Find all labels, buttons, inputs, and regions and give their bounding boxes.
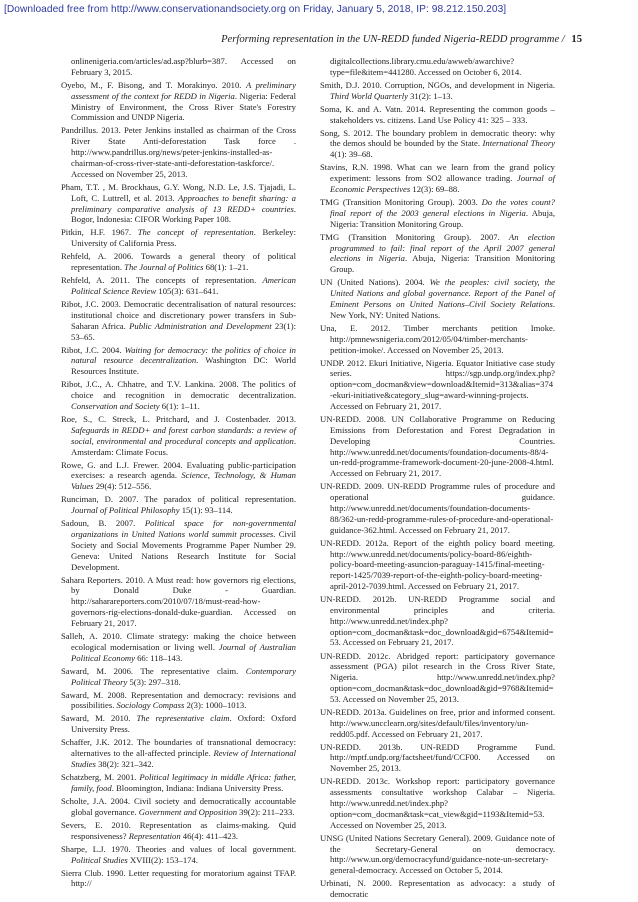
reference-source-title: The concept of representation xyxy=(137,227,254,238)
reference-entry xyxy=(61,796,296,818)
reference-entry xyxy=(320,742,555,775)
reference-entry xyxy=(61,713,296,735)
reference-text: . Oxford: Oxford University Press. xyxy=(71,713,297,735)
reference-text: 5(3): 297–318. xyxy=(127,676,181,687)
reference-source-title: We the peoples: civil society, the United Nations and global governance. Report of the Panel of Eminent Persons on United Nations–Civil Society Relations xyxy=(330,277,556,310)
reference-source-title: Journal of Political Philosophy xyxy=(71,505,180,516)
reference-text: Song, S. 2012. The boundary problem in democratic theory: why the demos should be bounded by the State. xyxy=(320,127,555,149)
reference-entry xyxy=(61,299,296,342)
reference-text: Sharpe, L.J. 1970. Theories and values of local government. xyxy=(61,843,296,854)
reference-text: 12(3): 69–88. xyxy=(410,184,460,195)
reference-source-title: American Political Science Review xyxy=(71,275,296,296)
reference-text: . Bogor, Indonesia: CIFOR Working Paper 108. xyxy=(71,203,296,225)
reference-entry xyxy=(61,56,296,78)
reference-text: Stavins, R.N. 1998. What can we learn from the grand policy experiment: lessons from SO2 allowance trading. xyxy=(320,162,555,184)
reference-text: digitalcollections.library.cmu.edu/awweb/awarchive?type=file&item=441280. Accessed on October 6, 2014. xyxy=(330,56,522,77)
references-right-column xyxy=(320,56,555,902)
reference-entry xyxy=(320,878,555,900)
reference-source-title: Political legitimacy in middle Africa: father, family, food xyxy=(71,772,296,793)
reference-entry xyxy=(61,125,296,179)
reference-source-title: Approaches to benefit sharing: a preliminary comparative analysis of 13 REDD+ countries xyxy=(71,192,296,214)
reference-source-title: Contemporary Political Theory xyxy=(71,665,296,687)
reference-text: UN (United Nations). 2004. xyxy=(320,277,430,288)
reference-text: Rehfeld, A. 2011. The concepts of representation. xyxy=(61,275,263,286)
reference-text: Ribot, J.C., A. Chhatre, and T.V. Lankina. 2008. The politics of choice and recognition in democratic decentralization. xyxy=(61,379,296,401)
reference-entry xyxy=(61,379,296,412)
reference-entry xyxy=(320,80,555,102)
reference-text: Roe, S., C. Streck, L. Pritchard, and J. Costenbader. 2013. xyxy=(61,414,296,425)
reference-text: Sierra Club. 1990. Letter requesting for moratorium against TFAP. http:// xyxy=(61,867,296,889)
reference-source-title: The Journal of Politics xyxy=(124,262,204,273)
reference-entry xyxy=(61,275,296,297)
reference-text: . Amsterdam: Climate Focus. xyxy=(71,435,296,457)
reference-entry xyxy=(61,868,296,890)
reference-text: UN-REDD. 2009. UN-REDD Programme rules of procedure and operational guidance. http://www.unredd.net/documents/foundation-documents-88/362-un-redd-programme-rules-of-procedure-and-operational-guidance-362.html. Accessed on February 21, 2017. xyxy=(320,481,555,535)
reference-text: Smith, D.J. 2010. Corruption, NGOs, and development in Nigeria. xyxy=(320,79,555,90)
reference-text: Oyebo, M., F. Bisong, and T. Morakinyo. 2010. xyxy=(61,79,246,90)
reference-entry xyxy=(320,833,555,876)
reference-source-title: Political space for non-governmental organizations in United Nations world summit processes xyxy=(71,518,296,540)
reference-entry xyxy=(320,104,555,126)
reference-entry xyxy=(320,481,555,535)
reference-entry xyxy=(320,538,555,592)
reference-source-title: Do the votes count? final report of the 2003 general elections in Nigeria xyxy=(330,197,555,218)
reference-text: 2(3): 1000–1013. xyxy=(184,700,247,711)
reference-text: Soma, K. and A. Vatn. 2014. Representing the common goods – stakeholders vs. citizens. Land Use Policy 41: 325 – 333. xyxy=(320,103,555,125)
reference-entry xyxy=(320,323,555,356)
reference-entry xyxy=(61,666,296,688)
reference-text: 15(1): 93–114. xyxy=(179,505,233,516)
reference-entry xyxy=(61,631,296,664)
reference-source-title: The representative claim xyxy=(136,713,230,724)
reference-text: 68(1): 1–21. xyxy=(203,262,249,273)
reference-text: Severs, E. 2010. Representation as claims-making. Quid responsiveness? xyxy=(61,819,296,841)
reference-text: onlinenigeria.com/articles/ad.asp?blurb=387. Accessed on February 3, 2015. xyxy=(71,56,296,77)
reference-source-title: Waiting for democracy: the politics of choice in natural resource decentralization xyxy=(71,344,296,366)
reference-text: 38(2): 321–342. xyxy=(95,759,154,770)
reference-text: 6(1): 1–11. xyxy=(159,401,200,411)
reference-text: Rowe, G. and L.J. Frewer. 2004. Evaluating public-participation exercises: a research agenda. xyxy=(61,459,296,481)
reference-text: Rehfeld, A. 2006. Towards a general theory of political representation. xyxy=(61,251,296,273)
reference-text: Scholte, J.A. 2004. Civil society and democratically accountable global governance. xyxy=(61,795,296,817)
reference-text: UNSG (United Nations Secretary General). 2009. Guidance note of the Secretary-General on democracy. http://www.un.org/democracyfund/guidance-note-un-secretary-general-democracy. Accessed on October 5, 2014. xyxy=(320,832,555,876)
reference-text: Pham, T.T. , M. Brockhaus, G.Y. Wong, N.D. Le, J.S. Tjajadi, L. Loft, C. Luttrell, et al. 2013. xyxy=(61,181,296,203)
reference-text: UN-REDD. 2013c. Workshop report: participatory governance assessments consultative workshop Calabar – Nigeria. http://www.unredd.net/index.php?option=com_docman&task=cat_view&gid=1193&Itemid=53. Accessed on November 25, 2013. xyxy=(320,776,555,830)
reference-text: Sahara Reporters. 2010. A Must read: how governors rig elections, by Donald Duke - Guardian. http://saharareporters.com/2010/07/18/must-read-how-governors-rig-elections-donald-duke-guardian. Accessed on February 21, 2017. xyxy=(61,574,296,628)
reference-text: UN-REDD. 2008. UN Collaborative Programme on Reducing Emissions from Deforestation and Forest Degradation in Developing Countries. http://www.unredd.net/documents/foundation-documents-88/4-un-redd-programme-framework-document-20-june-2008-4.html. Accessed on February 21, 2017. xyxy=(320,414,555,479)
reference-text: UN-REDD. 2013a. Guidelines on free, prior and informed consent. http://www.uncclearn.org/sites/default/files/inventory/un-redd05.pdf. Accessed on February 21, 2017. xyxy=(320,706,555,739)
page-number: 15 xyxy=(571,34,582,45)
reference-text: . Abuja, Nigeria: Transition Monitoring Group. xyxy=(330,207,555,229)
reference-text: 31(2): 1–13. xyxy=(407,90,453,101)
reference-text: Urbinati, N. 2000. Representation as advocacy: a study of democratic xyxy=(320,878,555,900)
reference-entry xyxy=(320,56,555,78)
reference-entry xyxy=(320,707,555,740)
reference-source-title: Journal of Australian Political Economy xyxy=(71,641,296,663)
reference-source-title: Sociology Compass xyxy=(116,700,185,711)
reference-text: 4(1): 39–68. xyxy=(330,149,373,160)
reference-text: . Civil Society and Social Movements Programme Paper Number 29. Geneva: United Nations Research Institute for Social Development. xyxy=(71,529,296,572)
reference-source-title: Public Administration and Development xyxy=(129,320,272,331)
reference-entry xyxy=(320,776,555,830)
reference-entry xyxy=(61,227,296,249)
reference-text: Ribot, J.C. 2004. xyxy=(61,344,125,355)
reference-entry xyxy=(61,690,296,712)
reference-text: . New York, NY: United Nations. xyxy=(330,299,555,320)
reference-text: UN-REDD. 2013b. UN-REDD Programme Fund. http://mptf.undp.org/factsheet/fund/CCF00. Accessed on November 25, 2013. xyxy=(320,741,555,774)
reference-entry xyxy=(320,162,555,195)
reference-source-title: Representation xyxy=(128,830,181,841)
reference-text: Saward, M. 2006. The representative claim. xyxy=(61,665,246,676)
download-banner: [Downloaded free from http://www.conservationandsociety.org on Friday, January 5, 2018, IP: 98.212.150.203] xyxy=(4,4,507,15)
reference-text: Sadoun, B. 2007. xyxy=(61,518,145,529)
reference-entry xyxy=(320,358,555,412)
reference-entry xyxy=(61,345,296,378)
reference-entry xyxy=(61,575,296,629)
reference-source-title: Safeguards in REDD+ and forest carbon standards: a review of social, environmental and procedural concepts and application xyxy=(71,424,296,446)
reference-text: 66: 118–143. xyxy=(134,652,183,663)
reference-entry xyxy=(320,414,555,479)
reference-text: . Bloomington, Indiana: Indiana University Press. xyxy=(111,782,284,793)
reference-entry xyxy=(61,518,296,572)
reference-entry xyxy=(320,277,555,320)
reference-text: 105(3): 631–641. xyxy=(156,286,219,296)
reference-entry xyxy=(61,251,296,273)
reference-text: . Washington DC: World Resources Institute. xyxy=(71,355,296,377)
reference-source-title: Science, Technology, & Human Values xyxy=(71,470,296,492)
reference-entry xyxy=(61,820,296,842)
reference-text: Ribot, J.C. 2003. Democratic decentralisation of natural resources: institutional choice and discretionary power transfers in Sub-Saharan Africa. xyxy=(61,299,296,331)
reference-text: . Berkeley: University of California Press. xyxy=(71,227,296,249)
reference-entry xyxy=(61,182,296,225)
reference-source-title: Review of International Studies xyxy=(71,748,296,770)
reference-text: UNDP. 2012. Ekuri Initiative, Nigeria. Equator Initiative case study series. https://sgp.undp.org/index.php?option=com_docman&view=download&Itemid=313&alias=374-ekuri-initiative&category_slug=award-winning-projects. Accessed on February 21, 2017. xyxy=(320,357,555,411)
reference-source-title: Journal of Economic Perspectives xyxy=(330,173,555,195)
reference-entry xyxy=(61,414,296,457)
reference-text: Pitkin, H.F. 1967. xyxy=(61,227,138,238)
reference-text: Saward, M. 2008. Representation and democracy: revisions and possibilities. xyxy=(61,689,296,711)
reference-text: Schaffer, J.K. 2012. The boundaries of transnational democracy: alternatives to the all-affected principle. xyxy=(61,737,296,759)
reference-source-title: Third World Quarterly xyxy=(330,90,408,101)
reference-source-title: An election programmed to fail: final report of the April 2007 general elections in Nigeria xyxy=(330,231,555,264)
reference-entry xyxy=(320,128,555,161)
reference-text: UN-REDD. 2012c. Abridged report: participatory governance assessment (PGA) pilot research in the Cross River State, Nigeria. http://www.unredd.net/index.php?option=com_docman&task=doc_download&gid=9768&Itemid=53. Accessed on November 25, 2013. xyxy=(320,650,555,704)
reference-text: . Nigeria: Federal Ministry of Environment, the Cross River State's Forestry Commission and UNDP Nigeria. xyxy=(71,90,297,123)
reference-source-title: Government and Opposition xyxy=(138,806,238,817)
references-left-column xyxy=(61,56,296,891)
reference-entry xyxy=(61,844,296,866)
reference-text: UN-REDD. 2012a. Report of the eighth policy board meeting. http://www.unredd.net/documents/policy-board-86/eighth-policy-board-meeting-asuncion-paraguay-1415/final-meeting-report-1425/7039-report-of-the-eighth-policy-board-meeting-april-2012-7039.html. Accessed on February 21, 2017. xyxy=(320,537,555,592)
reference-entry xyxy=(61,460,296,493)
reference-text: Una, E. 2012. Timber merchants petition Imoke. http://pmnewsnigeria.com/2012/05/04/timber-merchants-petition-imoke/. Accessed on November 25, 2013. xyxy=(320,322,555,355)
reference-text: TMG (Transition Monitoring Group). 2007. xyxy=(320,231,509,242)
reference-text: XVIII(2): 153–174. xyxy=(127,854,198,865)
reference-source-title: Political Studies xyxy=(71,854,128,865)
reference-source-title: A preliminary assessment of the context for REDD in Nigeria xyxy=(71,79,296,101)
reference-text: Pandrillus. 2013. Peter Jenkins installed as chairman of the Cross River State Anti-deforestation Task force . http://www.pandrillus.org/news/peter-jenkins-installed-as-chairman-of-cross-river-state-anti-deforestation-taskforce/. Accessed on November 25, 2013. xyxy=(61,125,296,179)
reference-text: 23(1): 53–65. xyxy=(71,320,296,342)
reference-source-title: International Theory xyxy=(482,138,556,149)
reference-entry xyxy=(61,494,296,516)
reference-entry xyxy=(320,232,555,275)
reference-text: TMG (Transition Monitoring Group). 2003. xyxy=(320,197,482,208)
running-head xyxy=(221,34,582,45)
reference-source-title: Conservation and Society xyxy=(71,401,160,411)
reference-entry xyxy=(61,80,296,123)
reference-text: 29(4): 512–556. xyxy=(93,481,152,492)
reference-text: 46(4): 411–423. xyxy=(180,830,239,841)
reference-entry xyxy=(61,737,296,770)
reference-text: 39(2): 211–233. xyxy=(237,806,295,817)
reference-text: UN-REDD. 2012b. UN-REDD Programme social and environmental principles and criteria. http://www.unredd.net/index.php?option=com_docman&task=doc_download&gid=6754&Itemid=53. Accessed on February 21, 2017. xyxy=(320,594,555,648)
reference-text: Schatzberg, M. 2001. xyxy=(61,772,140,783)
running-head-title: Performing representation in the UN-REDD funded Nigeria-REDD programme / xyxy=(221,34,565,45)
reference-text: Saward, M. 2010. xyxy=(61,713,137,724)
reference-entry xyxy=(320,197,555,230)
reference-text: Salleh, A. 2010. Climate strategy: making the choice between ecological modernisation or living well. xyxy=(61,631,296,652)
reference-text: Runciman, D. 2007. The paradox of political representation. xyxy=(61,494,296,505)
reference-text: . Abuja, Nigeria: Transition Monitoring Group. xyxy=(330,253,555,275)
reference-entry xyxy=(320,651,555,705)
reference-entry xyxy=(61,772,296,794)
reference-entry xyxy=(320,594,555,648)
